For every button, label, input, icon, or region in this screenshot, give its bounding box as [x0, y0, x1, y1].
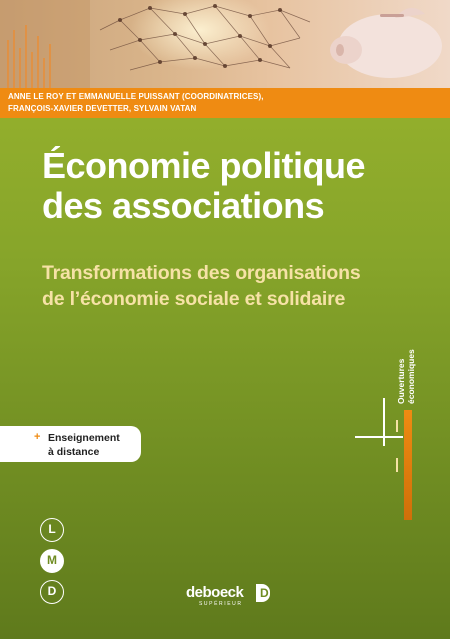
authors-band	[0, 88, 450, 118]
title-line-2: des associations	[42, 185, 325, 226]
crosshair-vertical-line	[383, 398, 385, 446]
collection-label	[396, 300, 422, 404]
collection-line-2: économiques	[406, 349, 416, 404]
tick-mark-1	[396, 420, 398, 432]
tick-mark-2	[396, 458, 398, 472]
subtitle-line-1: Transformations des organisations	[42, 262, 361, 284]
distance-learning-badge	[0, 426, 141, 462]
authors-line-2: FRANÇOIS-XAVIER DEVETTER, SYLVAIN VATAN	[8, 104, 197, 113]
collection-line-1: Ouvertures	[396, 358, 406, 404]
level-l-badge: L	[40, 518, 64, 542]
publisher-name: deboeck	[186, 584, 244, 601]
book-title	[42, 146, 365, 226]
piggy-bank-icon	[330, 8, 442, 78]
badge-line-2: à distance	[48, 446, 100, 458]
authors-line-1: ANNE LE ROY ET EMMANUELLE PUISSANT (COORDINATRICES),	[8, 92, 264, 101]
book-subtitle	[42, 260, 360, 312]
subtitle-line-2: de l’économie sociale et solidaire	[42, 288, 346, 310]
plus-icon: +	[34, 431, 41, 443]
publisher-mark-icon: D	[256, 584, 270, 602]
crosshair-horizontal-line	[355, 436, 403, 438]
network-brain-icon	[0, 0, 450, 88]
badge-line-1: Enseignement	[48, 432, 120, 444]
hero-image	[0, 0, 450, 88]
level-m-badge: M	[40, 549, 64, 573]
publisher-logo	[186, 584, 276, 614]
publisher-subtitle: SUPÉRIEUR	[199, 601, 243, 607]
collection-accent-bar	[404, 410, 412, 520]
level-d-badge: D	[40, 580, 64, 604]
title-line-1: Économie politique	[42, 145, 366, 186]
